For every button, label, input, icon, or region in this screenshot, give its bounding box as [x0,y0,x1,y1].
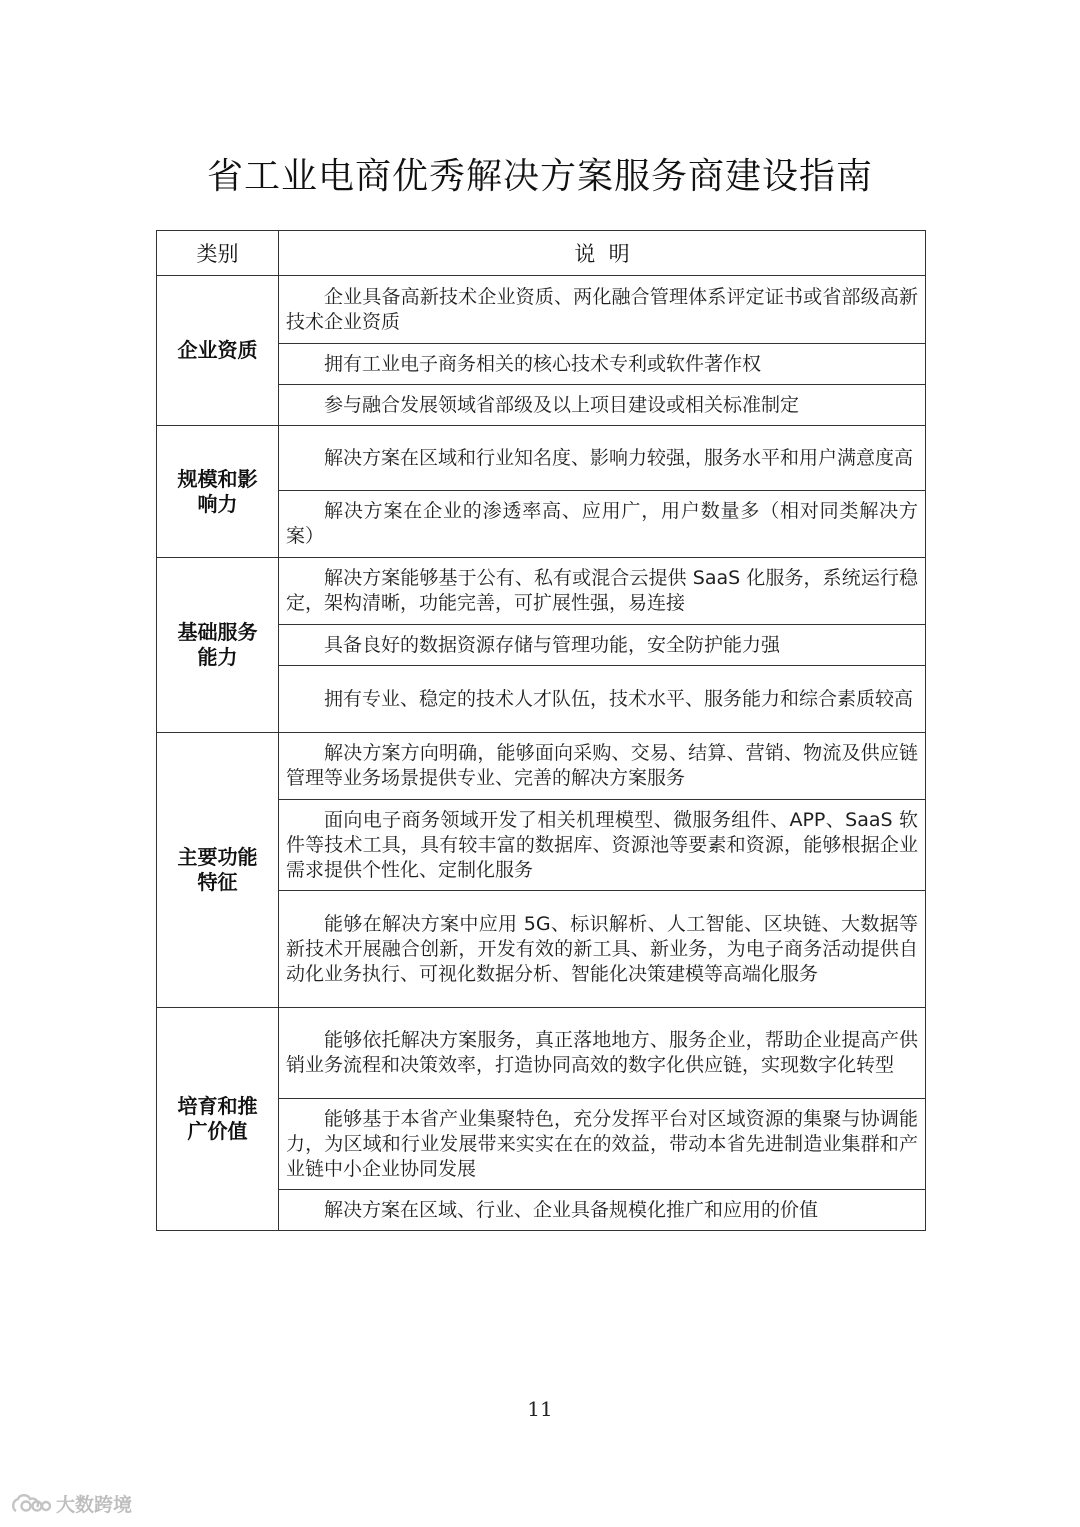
table-row [157,558,926,625]
header-category: 类别 [157,231,279,276]
description-cell: 面向电子商务领域开发了相关机理模型、微服务组件、APP、SaaS 软件等技术工具，具有较丰富的数据库、资源池等要素和资源，能够根据企业需求提供个性化、定制化服务 [279,800,926,891]
category-cell: 培育和推广价值 [157,1008,279,1231]
table-row [157,426,926,491]
description-cell: 解决方案在企业的渗透率高、应用广，用户数量多（相对同类解决方案） [279,491,926,558]
category-cell: 基础服务能力 [157,558,279,733]
watermark [10,1490,132,1517]
category-cell: 主要功能特征 [157,733,279,1008]
description-cell: 解决方案在区域、行业、企业具备规模化推广和应用的价值 [279,1190,926,1231]
description-cell: 能够依托解决方案服务，真正落地地方、服务企业，帮助企业提高产供销业务流程和决策效率，打造协同高效的数字化供应链，实现数字化转型 [279,1008,926,1099]
description-cell: 解决方案方向明确，能够面向采购、交易、结算、营销、物流及供应链管理等业务场景提供专业、完善的解决方案服务 [279,733,926,800]
page-number: 11 [527,1397,553,1421]
category-cell: 企业资质 [157,276,279,426]
category-cell: 规模和影响力 [157,426,279,558]
header-description: 说 明 [279,231,926,276]
description-cell: 拥有工业电子商务相关的核心技术专利或软件著作权 [279,344,926,385]
description-cell: 具备良好的数据资源存储与管理功能，安全防护能力强 [279,625,926,666]
page-title: 省工业电商优秀解决方案服务商建设指南 [206,156,873,197]
table-row [157,1008,926,1099]
watermark-text: 大数跨境 [56,1494,133,1516]
table-header-row [157,231,926,276]
table-row [157,276,926,344]
description-cell: 企业具备高新技术企业资质、两化融合管理体系评定证书或省部级高新技术企业资质 [279,276,926,344]
description-cell: 能够基于本省产业集聚特色，充分发挥平台对区域资源的集聚与协调能力，为区域和行业发展带来实实在在的效益，带动本省先进制造业集群和产业链中小企业协同发展 [279,1099,926,1190]
description-cell: 解决方案能够基于公有、私有或混合云提供 SaaS 化服务，系统运行稳定，架构清晰，功能完善，可扩展性强，易连接 [279,558,926,625]
table-row [157,733,926,800]
description-cell: 解决方案在区域和行业知名度、影响力较强，服务水平和用户满意度高 [279,426,926,491]
description-cell: 参与融合发展领域省部级及以上项目建设或相关标准制定 [279,385,926,426]
description-cell: 拥有专业、稳定的技术人才队伍，技术水平、服务能力和综合素质较高 [279,666,926,733]
brand-logo-icon [10,1491,52,1517]
description-cell: 能够在解决方案中应用 5G、标识解析、人工智能、区块链、大数据等新技术开展融合创新，开发有效的新工具、新业务，为电子商务活动提供自动化业务执行、可视化数据分析、智能化决策建模等高端化服务 [279,891,926,1008]
guide-table [156,230,926,1231]
